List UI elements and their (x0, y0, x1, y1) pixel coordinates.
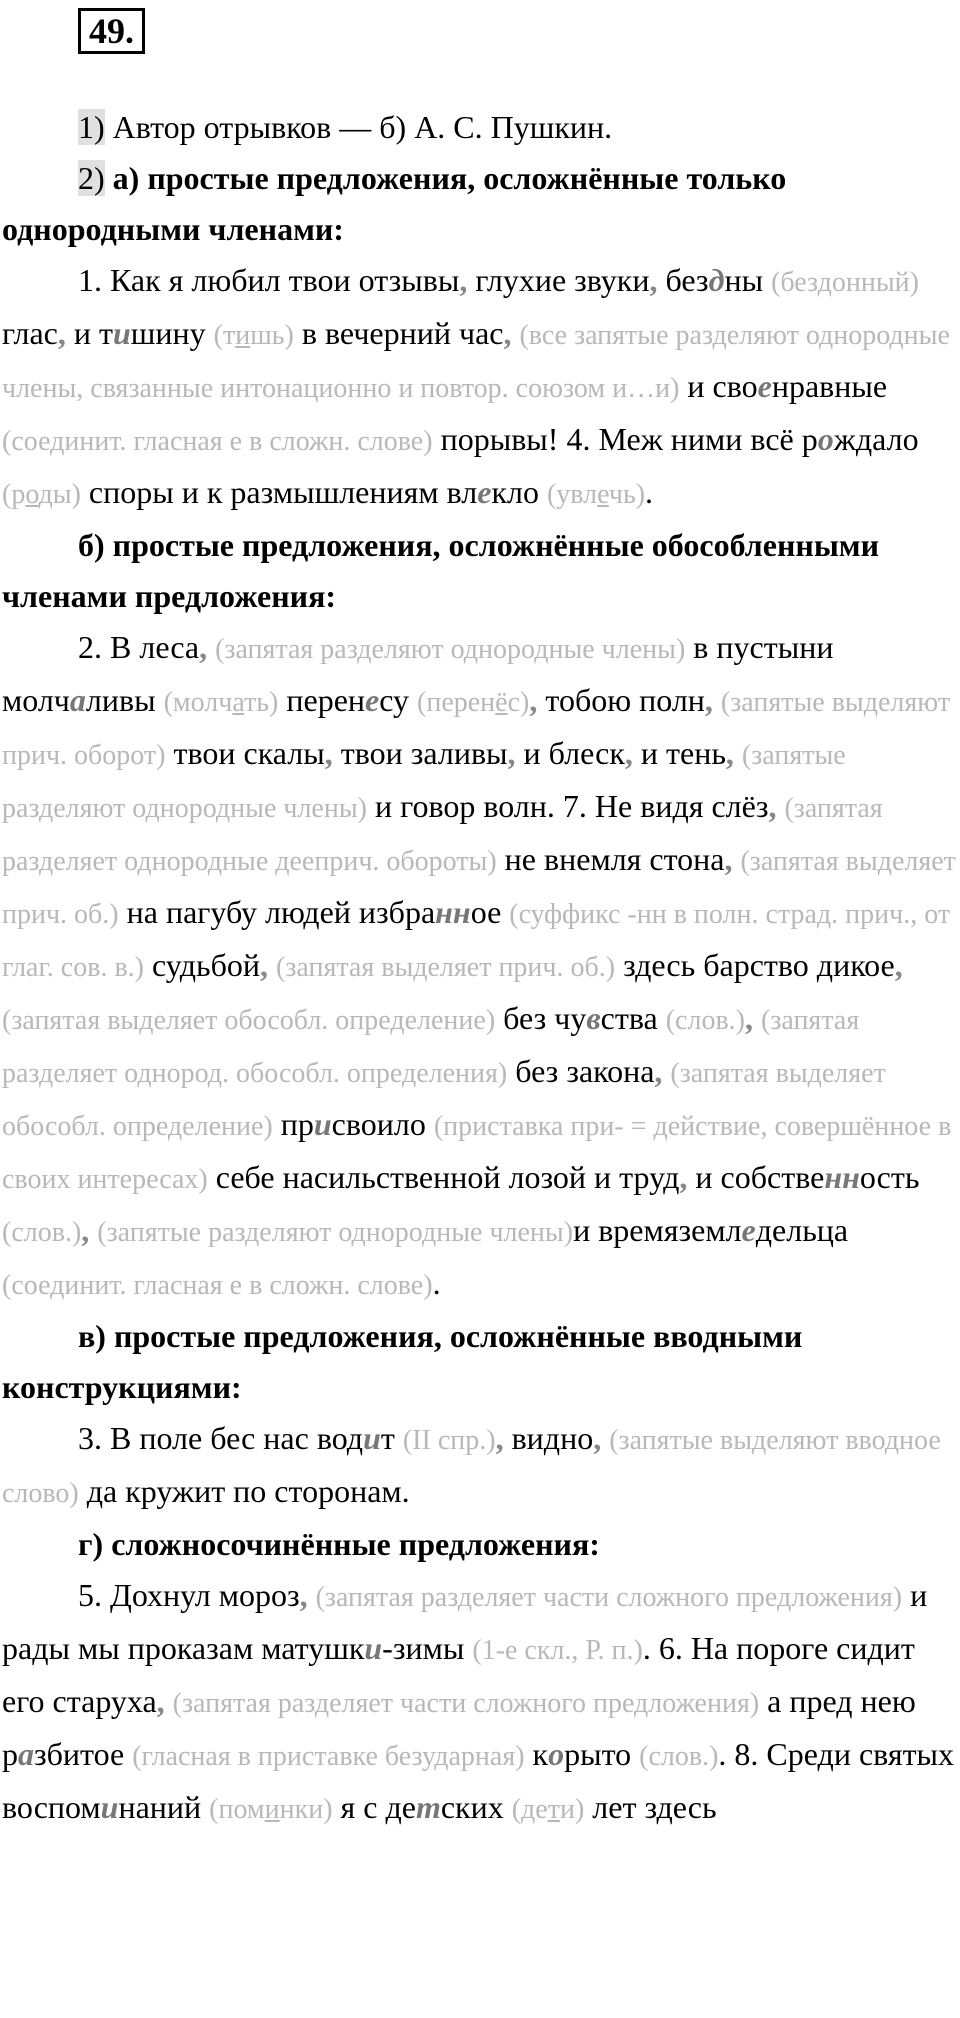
heading-b: б) простые предложения, осложнённые обособленными членами предложения: (2, 527, 880, 614)
sentence-2: 2. В леса, (запятая разделяют однородные члены) в пустыни молчаливы (молчать) перенесу (перенёс), тобою полн, (запятые выделяют прич. оборот) твои скалы, твои заливы, и блеск, и тень, (запятые разделяют однородные члены) и говор волн. 7. Не видя слёз, (запятая разделяет однородные дееприч. обороты) не внемля стона, (запятая выделяет прич. об.) на пагубу людей избранное (суффикс -нн в полн. страд. прич., от глаг. сов. в.) судьбой, (запятая выделяет прич. об.) здесь барство дикое, (запятая выделяет обособл. определение) без чувства (слов.), (запятая разделяет однород. обособл. определения) без закона, (запятая выделяет обособл. определение) присвоило (приставка при- = действие, совершённое в своих интересах) себе насильственной лозой и труд, и собственность (слов.), (запятые разделяют однородные члены)и времяземледельца (соединит. гласная е в сложн. слове). (2, 629, 956, 1301)
task-1-number: 1) (78, 109, 105, 145)
task-1 (2, 102, 958, 153)
heading-d: г) сложносочинённые предложения: (78, 1526, 600, 1562)
answer-text (2, 102, 958, 1835)
task-2-heading (2, 153, 958, 255)
task-1-text: Автор отрывков — б) А. С. Пушкин. (104, 109, 613, 145)
heading-c: в) простые предложения, осложнённые вводными конструкциями: (2, 1318, 803, 1405)
heading-a: а) простые предложения, осложнённые только однородными членами: (2, 160, 787, 247)
sentence-1: 1. Как я любил твои отзывы, глухие звуки, бездны (бездонный) глас, и тишину (тишь) в вечерний час, (все запятые разделяют однородные члены, связанные интонационно и повтор. союзом и…и) и своенравные (соединит. гласная е в сложн. слове) порывы! 4. Меж ними всё рождало (роды) споры и к размышлениям влекло (увлечь). (2, 262, 950, 510)
sentence-5-6-8: 5. Дохнул мороз, (запятая разделяет части сложного предложения) и рады мы проказам матушки-зимы (1-е скл., Р. п.). 6. На пороге сидит его старуха, (запятая разделяет части сложного предложения) а пред нею разбитое (гласная в приставке безударная) корыто (слов.). 8. Среди святых воспоминаний (поминки) я с детских (дети) лет здесь (2, 1577, 955, 1825)
exercise-number: 49. (78, 8, 145, 54)
sentence-3: 3. В поле бес нас водит (II спр.), видно, (запятые выделяют вводное слово) да кружит по сторонам. (2, 1420, 941, 1509)
task-2-number: 2) (78, 160, 105, 196)
